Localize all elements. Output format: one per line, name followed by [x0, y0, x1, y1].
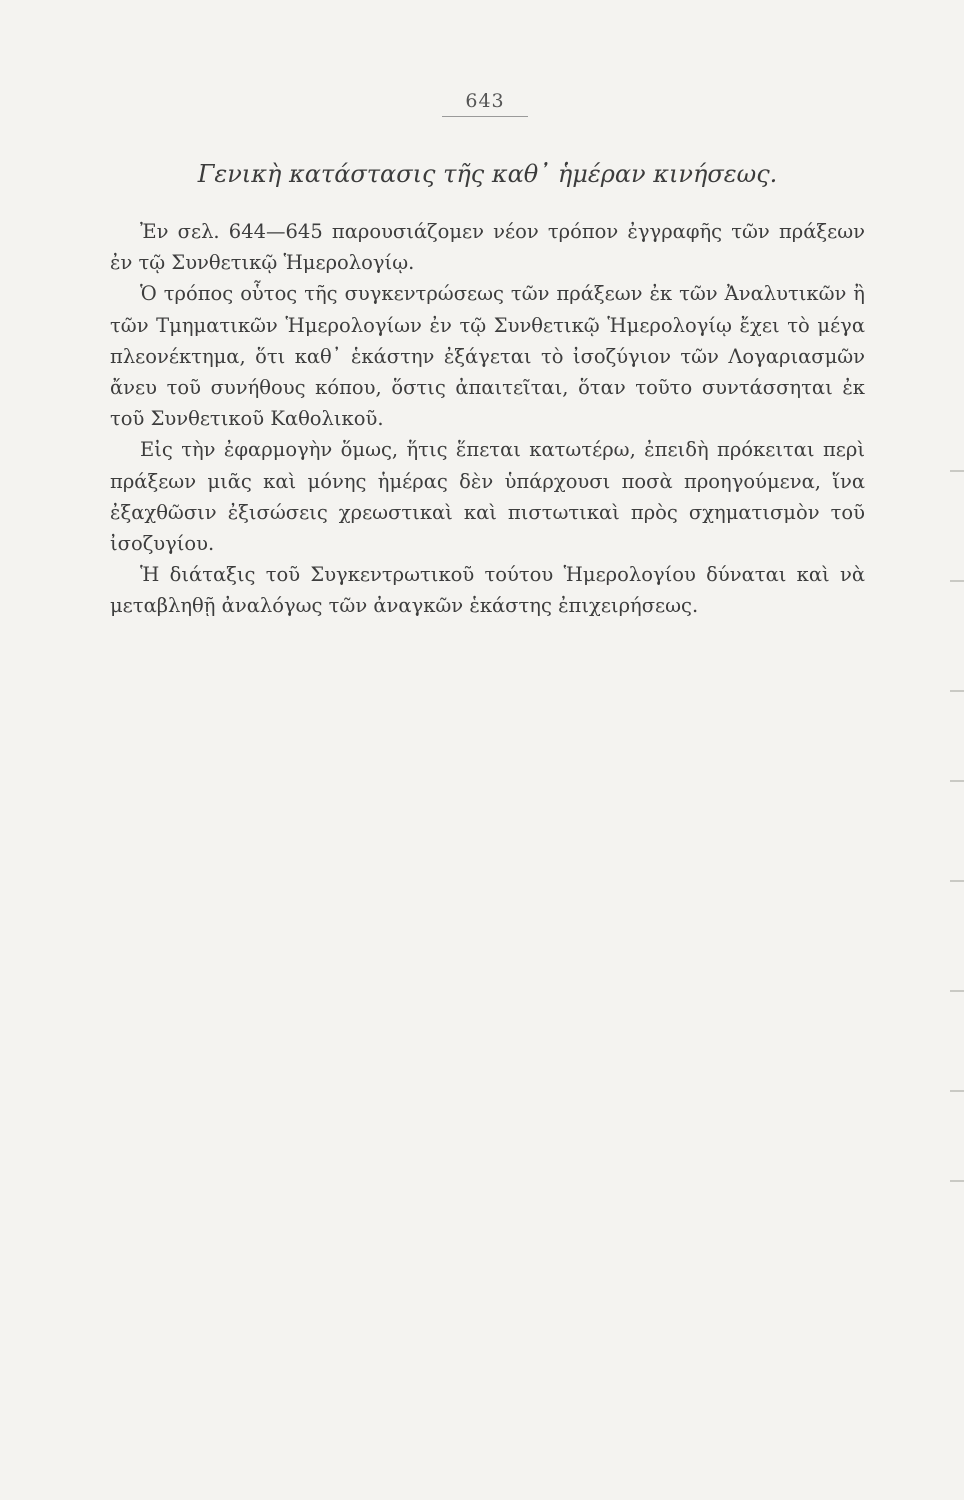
paragraph-application: Εἰς τὴν ἐφαρμογὴν ὅμως, ἥτις ἕπεται κατωτέρω, ἐπειδὴ πρόκειται περὶ πράξεων μιᾶς καὶ μόνης ἡμέρας δὲν ὑπάρχουσι ποσὰ προηγούμενα, ἵνα ἐξαχθῶσιν ἐξισώσεις χρεωστικαὶ καὶ πιστωτικαὶ πρὸς σχηματισμὸν τοῦ ἰσοζυγίου. [110, 438, 865, 556]
paragraph-method: Ὁ τρόπος οὗτος τῆς συγκεντρώσεως τῶν πράξεων ἐκ τῶν Ἀναλυτικῶν ἢ τῶν Τμηματικῶν Ἡμερολογίων ἐν τῷ Συνθετικῷ Ἡμερολογίῳ ἔχει τὸ μέγα πλεονέκτημα, ὅτι καθ᾽ ἑκάστην ἐξάγεται τὸ ἰσοζύγιον τῶν Λογαριασμῶν ἄνευ τοῦ συνήθους κόπου, ὅστις ἀπαιτεῖται, ὅταν τοῦτο συντάσσηται ἐκ τοῦ Συνθετικοῦ Καθολικοῦ. [110, 282, 865, 431]
margin-bleed-mark [950, 470, 964, 472]
page-title: Γενικὴ κατάστασις τῆς καθ᾽ ἡμέραν κινήσεως. [197, 160, 778, 188]
margin-bleed-mark [950, 1090, 964, 1092]
margin-bleed-mark [950, 780, 964, 782]
margin-bleed-mark [950, 880, 964, 882]
margin-bleed-mark [950, 990, 964, 992]
page-number: 643 [465, 90, 505, 112]
paragraph-intro: Ἐν σελ. 644—645 παρουσιάζομεν νέον τρόπον ἐγγραφῆς τῶν πράξεων ἐν τῷ Συνθετικῷ Ἡμερολογίῳ. [110, 220, 865, 275]
margin-bleed-mark [950, 690, 964, 692]
page-number-rule [442, 116, 528, 117]
body-text [110, 216, 865, 622]
margin-bleed-mark [950, 580, 964, 582]
margin-bleed-mark [950, 1180, 964, 1182]
paragraph-arrangement: Ἡ διάταξις τοῦ Συγκεντρωτικοῦ τούτου Ἡμερολογίου δύναται καὶ νὰ μεταβληθῇ ἀναλόγως τῶν ἀναγκῶν ἑκάστης ἐπιχειρήσεως. [110, 563, 865, 618]
